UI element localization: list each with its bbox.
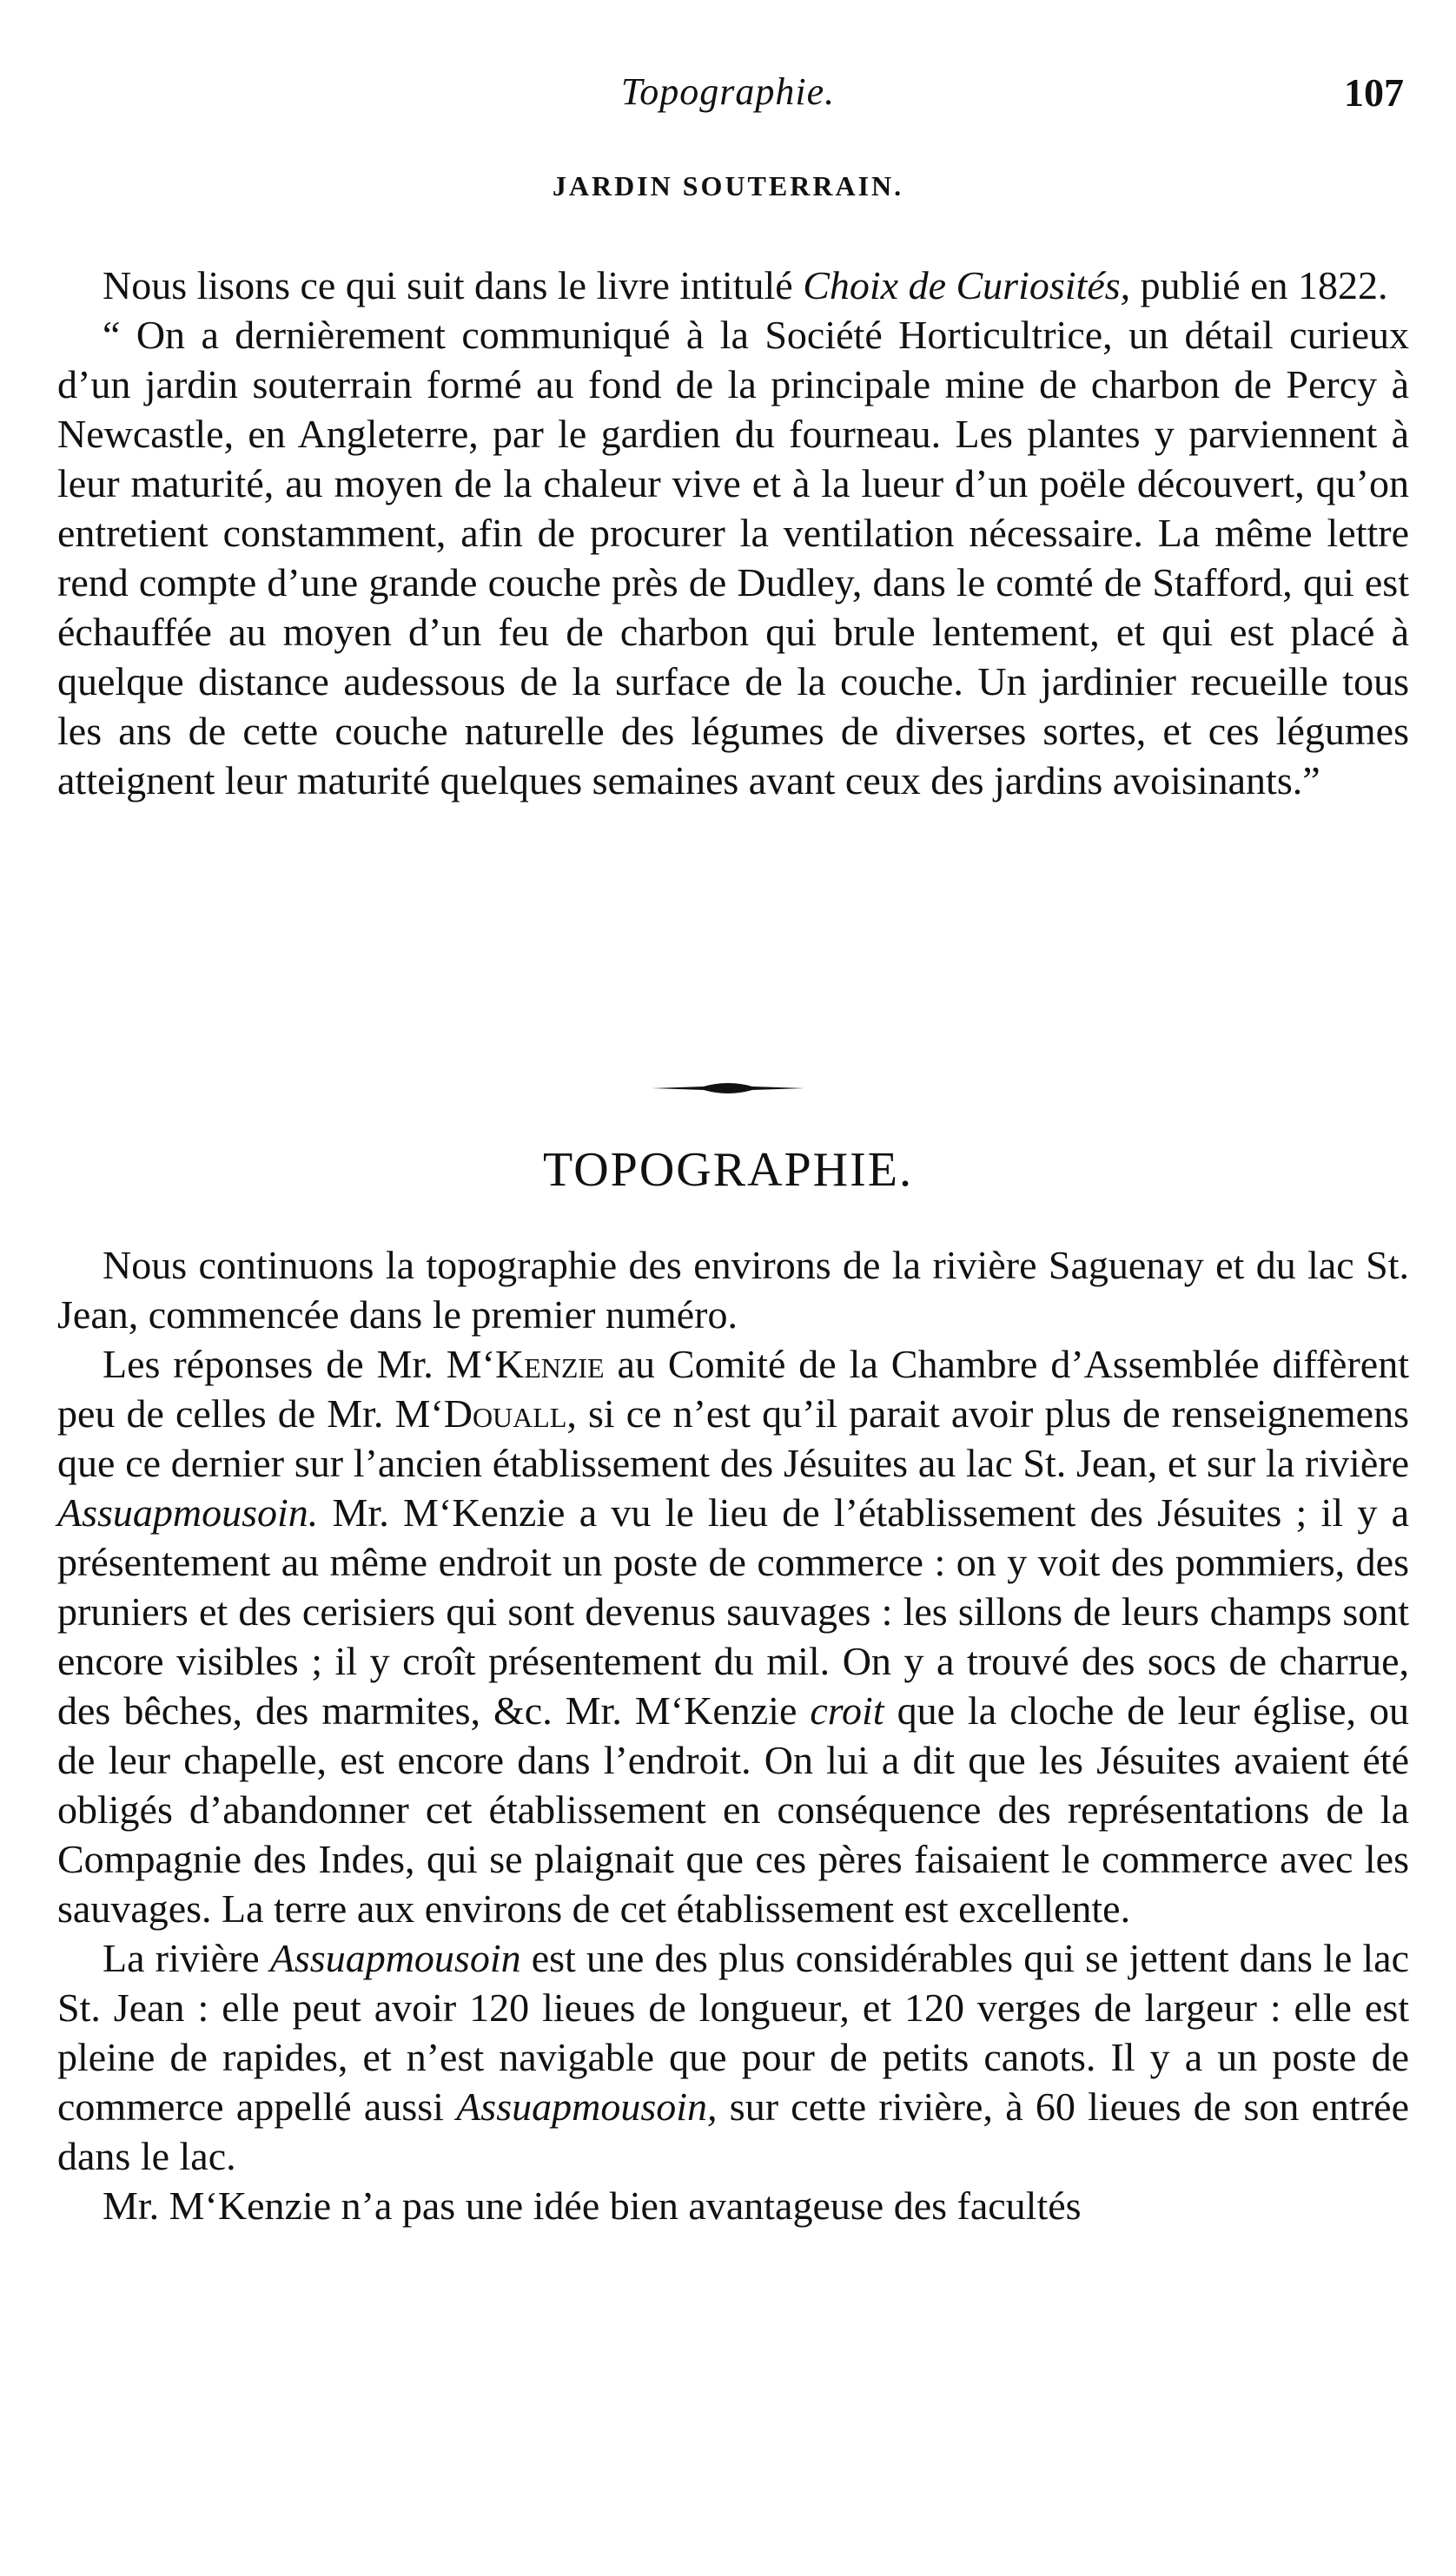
text-run: , si ce n’est qu’il parait avoir plus de renseignemens que ce dernier sur l’ancien établissement des Jésuites au lac St. Jean, et sur la rivière	[57, 1391, 1409, 1485]
intro-text-end: publié en 1822.	[1130, 263, 1388, 307]
running-head-title: Topographie.	[620, 70, 836, 113]
paragraph-riviere	[57, 1933, 1409, 2181]
italic-word-croit: croit	[810, 1688, 884, 1733]
section-topographie-body	[57, 1240, 1409, 2230]
person-name-mckenzie: M‘Kenzie	[446, 1342, 605, 1386]
text-run: au Comité de la Chambre d’Assemblée diffèrent peu de celles de Mr.	[57, 1342, 1409, 1436]
paragraph-last-line: Mr. M‘Kenzie n’a pas une idée bien avantageuse des facultés	[103, 2183, 1082, 2228]
text-run: Mr. M‘Kenzie a vu le lieu de l’établissement des Jésuites ; il y a présentement au même endroit un poste de commerce : on y voit des pommiers, des pruniers et des cerisiers qui sont devenus sauvages : les sillons de leurs champs sont encore visibles ; il y croît présentement du mil. On y a trouvé des socs de charrue, des bêches, des marmites, &c. Mr. M‘Kenzie	[57, 1490, 1409, 1733]
person-name-mcdouall: M‘Douall	[394, 1391, 567, 1436]
paragraph-quote: “ On a dernièrement communiqué à la Société Horticultrice, un détail curieux d’un jardin souterrain formé au fond de la principale mine de charbon de Percy à Newcastle, en Angleterre, par le gardien du fourneau. Les plantes y parviennent à leur maturité, au moyen de la chaleur vive et à la lueur d’un poële découvert, qu’on entretient constamment, afin de procurer la ventilation nécessaire. La même lettre rend compte d’une grande couche près de Dudley, dans le comté de Stafford, qui est échauffée au moyen d’un feu de charbon qui brule lentement, et qui est placé à quelque distance audessous de la surface de la couche. Un jardinier recueille tous les ans de cette couche naturelle des légumes de diverses sortes, et ces légumes atteignent leur maturité quelques semaines avant ceux des jardins avoisinants.”	[57, 313, 1409, 803]
section-jardin-body	[57, 261, 1409, 805]
text-run: Les réponses de Mr.	[103, 1342, 447, 1386]
section-heading-topographie: TOPOGRAPHIE.	[543, 1143, 913, 1197]
paragraph-mckenzie	[57, 1339, 1409, 1933]
text-run: que la cloche de leur église, ou de leur chapelle, est encore dans l’endroit. On lui a dit que les Jésuites avaient été obligés d’abandonner cet établissement en conséquence des représentations de la Compagnie des Indes, qui se plaignait que ces pères faisaient le commerce avec les sauvages. La terre aux environs de cet établissement est excellente.	[57, 1688, 1409, 1931]
river-name: Assuapmousoin,	[456, 2084, 718, 2129]
page-number: 107	[1344, 70, 1404, 115]
running-head	[0, 69, 1456, 122]
ornamental-rule	[652, 1080, 804, 1096]
section-heading-jardin: JARDIN SOUTERRAIN.	[552, 170, 904, 201]
text-run: La rivière	[103, 1936, 270, 1980]
text-run: est une des plus considérables qui se jettent dans le lac St. Jean : elle peut avoir 120 lieues de longueur, et 120 verges de largeur : elle est pleine de rapides, et n’est navigable que pour de petits canots. Il y a un poste de commerce appellé aussi	[57, 1936, 1409, 2129]
river-name: Assuapmousoin.	[57, 1490, 319, 1535]
paragraph-intro	[57, 261, 1409, 310]
paragraph-topo-intro: Nous continuons la topographie des environs de la rivière Saguenay et du lac St. Jean, commencée dans le premier numéro.	[57, 1243, 1409, 1337]
book-title: Choix de Curiosités,	[803, 263, 1131, 307]
text-run: sur cette rivière, à 60 lieues de son entrée dans le lac.	[57, 2084, 1409, 2178]
intro-text: Nous lisons ce qui suit dans le livre intitulé	[103, 263, 804, 307]
river-name: Assuapmousoin	[269, 1936, 521, 1980]
